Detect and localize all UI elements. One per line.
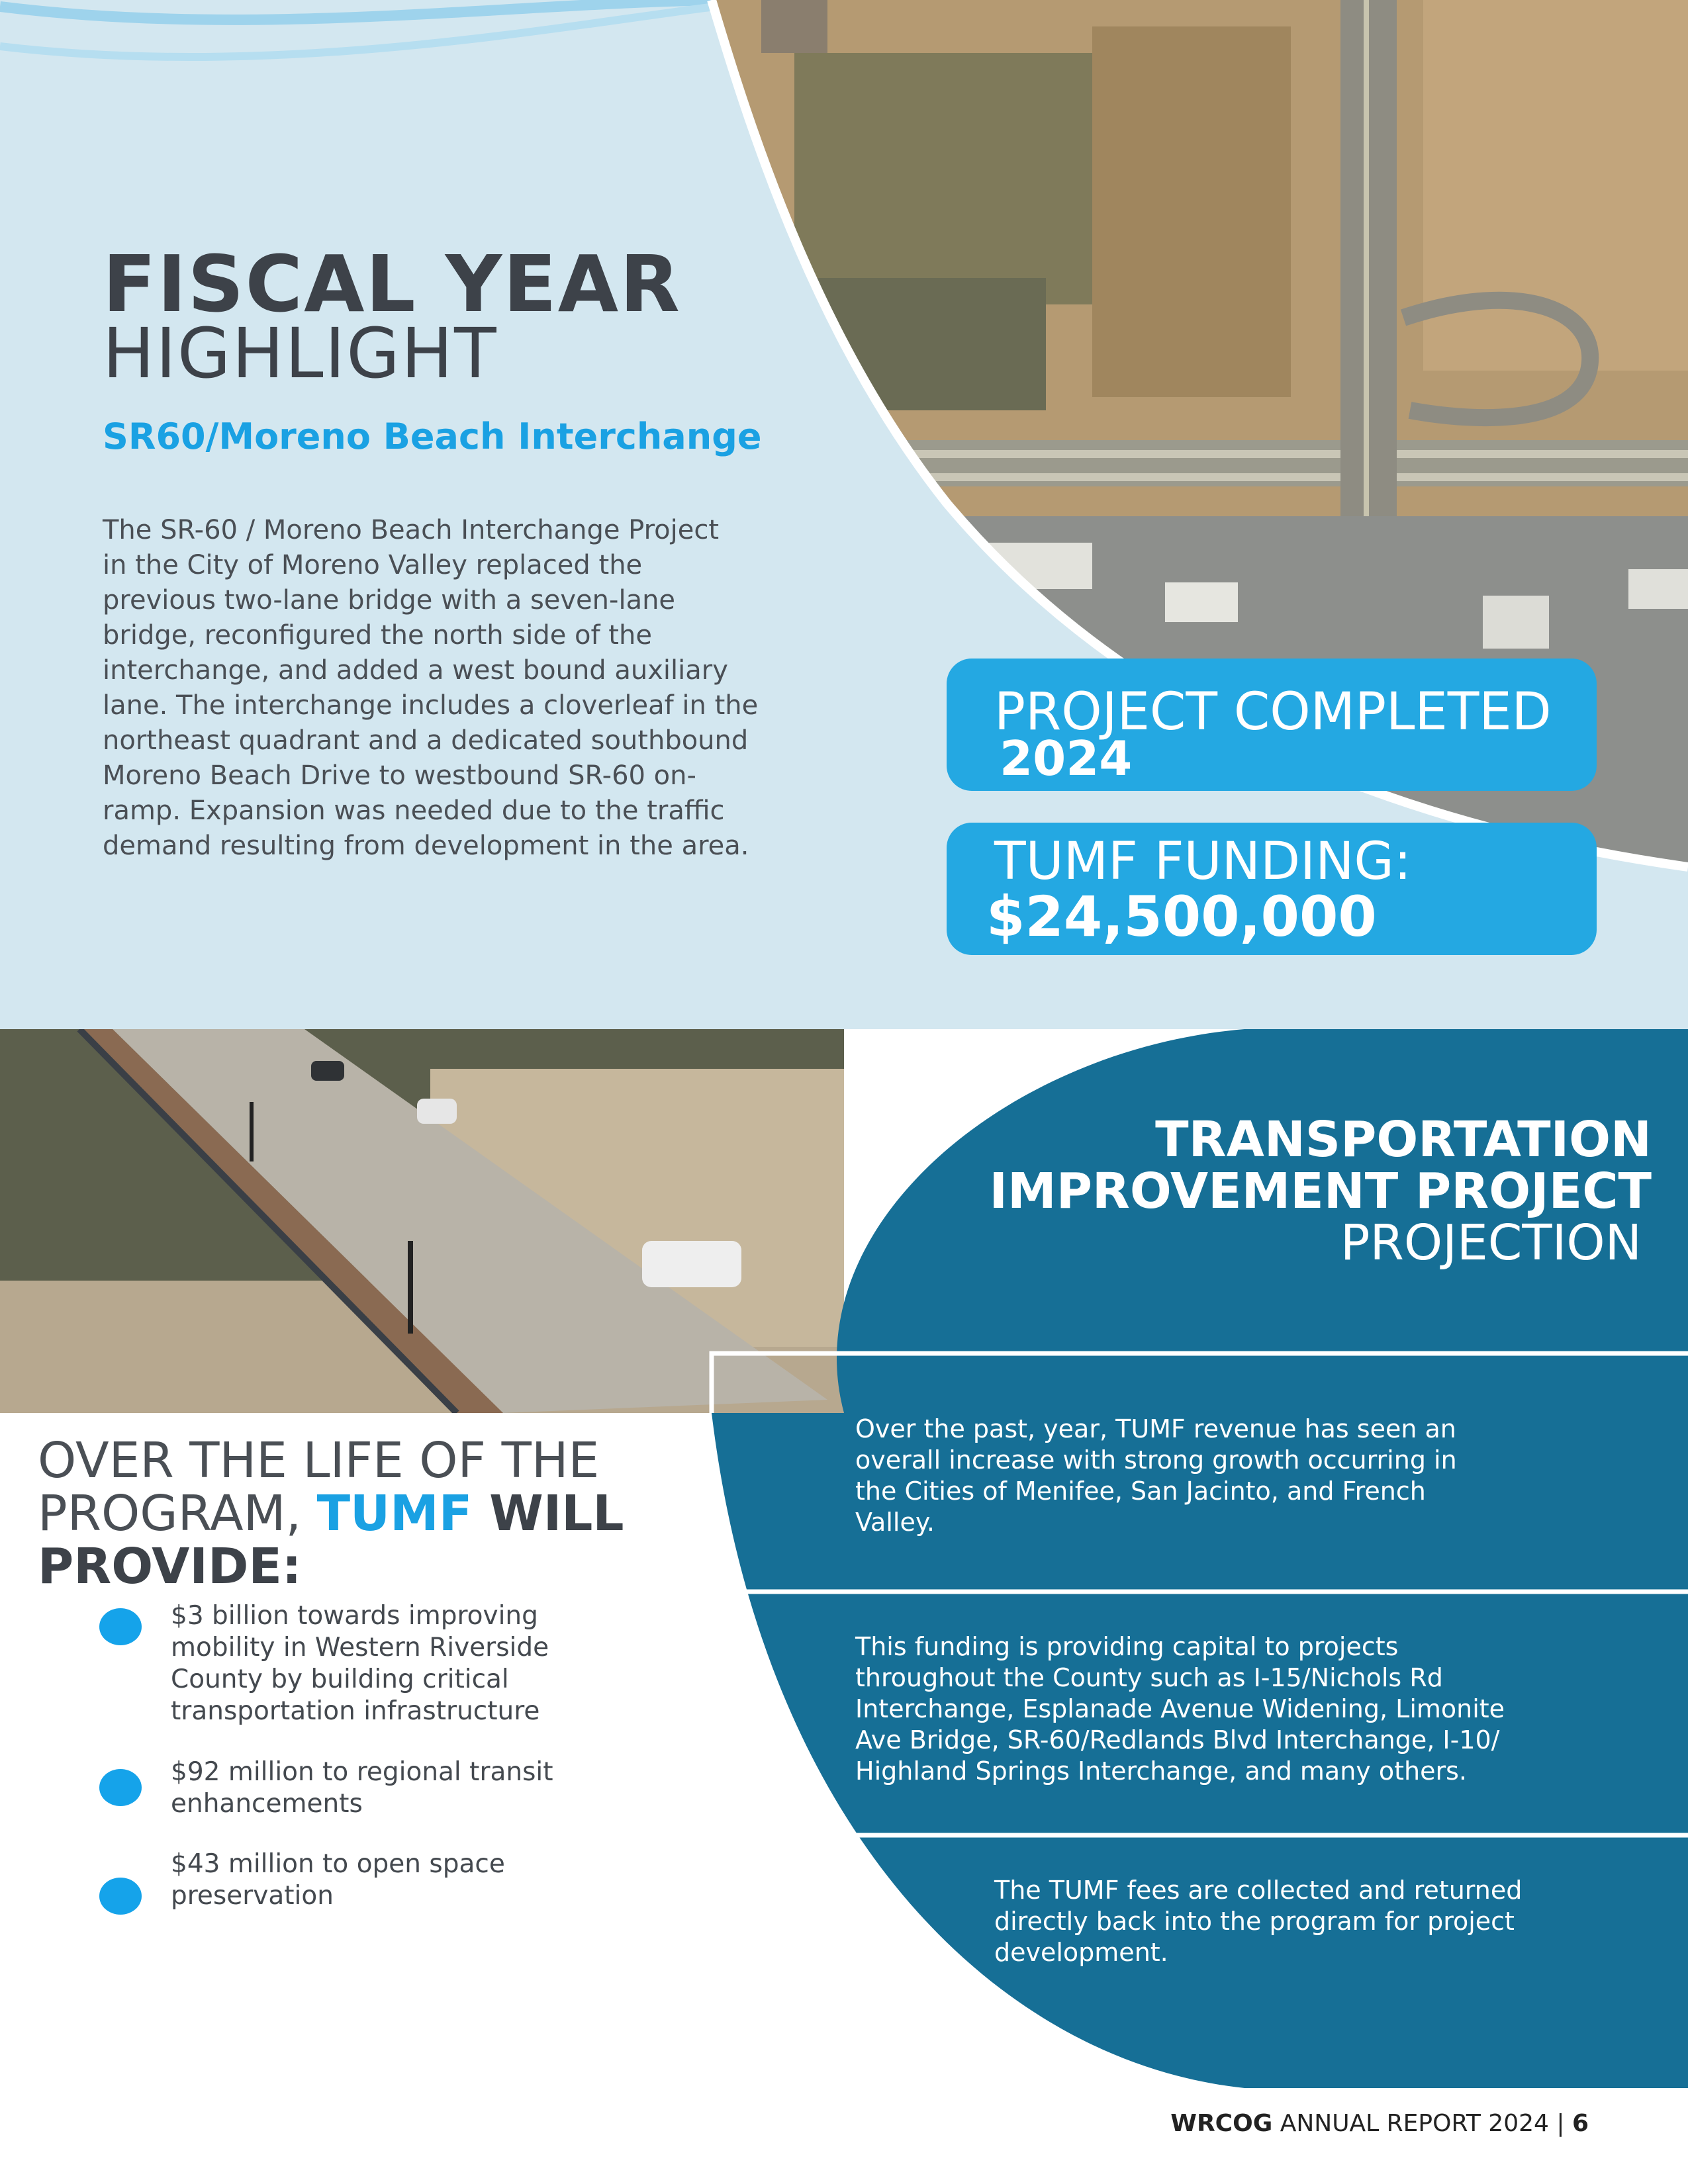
funding-paragraph [855,1631,1590,1787]
description-line: Moreno Beach Drive to westbound SR-60 on- [103,760,696,791]
description-line: bridge, reconfigured the north side of the [103,620,652,651]
page-footer [1170,2110,1589,2137]
paragraph-line: directly back into the program for project [994,1907,1515,1936]
program-heading-line2 [38,1485,624,1542]
footer-org: WRCOG [1170,2110,1273,2137]
benefit-list-item [171,1848,608,1912]
description-line: northeast quadrant and a dedicated southbound [103,725,749,756]
bullet-line: $3 billion towards improving [171,1601,538,1631]
bullet-line: $92 million to regional transit [171,1757,553,1787]
project-description [103,513,804,864]
paragraph-line: Highland Springs Interchange, and many others. [855,1756,1467,1786]
description-line: The SR-60 / Moreno Beach Interchange Project [103,515,720,545]
program-heading-line1: OVER THE LIFE OF THE [38,1432,600,1489]
projection-title-line2: IMPROVEMENT PROJECT [989,1163,1652,1220]
benefit-list-item [171,1600,608,1727]
fiscal-year-title: FISCAL YEAR [103,238,681,330]
paragraph-line: the Cities of Menifee, San Jacinto, and French [855,1477,1426,1506]
project-completed-badge [947,659,1597,791]
bullet-line: transportation infrastructure [171,1696,540,1726]
paragraph-line: Over the past, year, TUMF revenue has seen an [855,1414,1456,1443]
paragraph-line: development. [994,1938,1168,1967]
paragraph-line: Valley. [855,1508,935,1537]
description-line: interchange, and added a west bound auxiliary [103,655,728,686]
benefit-list-item [171,1756,608,1820]
bullet-line: $43 million to open space [171,1849,505,1879]
paragraph-line: Ave Bridge, SR-60/Redlands Blvd Interchange, I-10/ [855,1725,1500,1754]
program-heading-line3: PROVIDE: [38,1538,302,1595]
bullet-dot-icon [99,1878,142,1915]
bullet-dot-icon [99,1769,142,1806]
paragraph-line: overall increase with strong growth occurring in [855,1445,1457,1475]
tumf-funding-badge [947,823,1597,955]
bullet-dot-icon [99,1608,142,1645]
bullet-line: County by building critical [171,1664,509,1694]
paragraph-line: This funding is providing capital to projects [855,1632,1399,1661]
heading-tumf-text: TUMF [316,1485,473,1542]
bullet-line: enhancements [171,1789,363,1819]
paragraph-line: The TUMF fees are collected and returned [994,1876,1523,1905]
description-line: in the City of Moreno Valley replaced the [103,550,643,580]
projection-title-line3: PROJECTION [1340,1214,1642,1271]
heading-will-text: WILL [472,1485,624,1542]
page-number: 6 [1571,2110,1589,2137]
project-subtitle: SR60/Moreno Beach Interchange [103,416,762,457]
completed-label: PROJECT COMPLETED [994,682,1552,742]
bullet-line: preservation [171,1881,334,1911]
paragraph-line: Interchange, Esplanade Avenue Widening, Limonite [855,1694,1505,1723]
funding-label: TUMF FUNDING: [994,832,1412,891]
projection-title-line1: TRANSPORTATION [1155,1111,1652,1168]
description-line: previous two-lane bridge with a seven-lane [103,585,676,615]
footer-report: ANNUAL REPORT 2024 | [1272,2110,1572,2137]
completed-year: 2024 [1000,731,1133,786]
bullet-line: mobility in Western Riverside [171,1633,549,1662]
revenue-paragraph [855,1414,1517,1538]
funding-amount: $24,500,000 [986,884,1377,949]
description-line: lane. The interchange includes a cloverleaf in the [103,690,759,721]
fees-paragraph [994,1875,1603,1968]
highlight-title: HIGHLIGHT [103,313,498,394]
heading-program-text: PROGRAM, [38,1485,317,1542]
description-line: demand resulting from development in the area. [103,831,749,861]
description-line: ramp. Expansion was needed due to the traffic [103,796,725,826]
paragraph-line: throughout the County such as I-15/Nichols Rd [855,1663,1443,1692]
